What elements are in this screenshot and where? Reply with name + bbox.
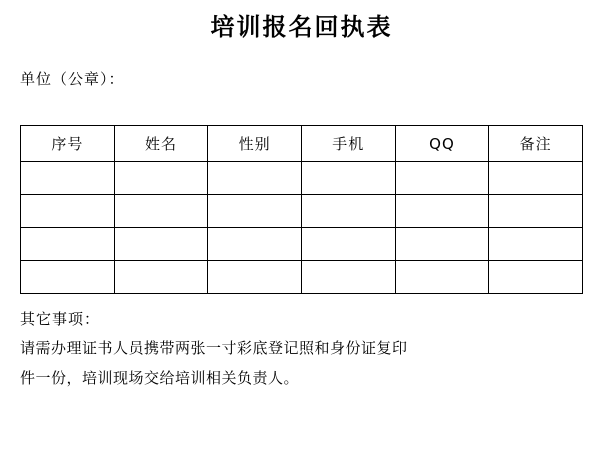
cell-qq[interactable] — [395, 195, 489, 228]
column-header-index: 序号 — [21, 126, 115, 162]
cell-qq[interactable] — [395, 228, 489, 261]
cell-index[interactable] — [21, 228, 115, 261]
cell-name[interactable] — [114, 195, 208, 228]
table-row — [21, 261, 583, 294]
unit-seal-line: 单位（公章）： — [20, 70, 125, 88]
notes-label: 其它事项： — [20, 310, 101, 328]
column-header-qq: QQ — [395, 126, 489, 162]
column-header-remark: 备注 — [489, 126, 583, 162]
notes-line-1: 请需办理证书人员携带两张一寸彩底登记照和身份证复印 — [20, 339, 408, 357]
cell-index[interactable] — [21, 195, 115, 228]
cell-gender[interactable] — [208, 261, 302, 294]
cell-index[interactable] — [21, 261, 115, 294]
cell-name[interactable] — [114, 261, 208, 294]
table-row — [21, 162, 583, 195]
table-body — [21, 162, 583, 294]
table-header-row — [21, 126, 583, 162]
cell-qq[interactable] — [395, 261, 489, 294]
cell-remark[interactable] — [489, 261, 583, 294]
table-row — [21, 228, 583, 261]
cell-gender[interactable] — [208, 162, 302, 195]
cell-mobile[interactable] — [301, 228, 395, 261]
cell-gender[interactable] — [208, 228, 302, 261]
table-header — [21, 126, 583, 162]
cell-remark[interactable] — [489, 162, 583, 195]
table-row — [21, 195, 583, 228]
cell-index[interactable] — [21, 162, 115, 195]
cell-name[interactable] — [114, 162, 208, 195]
cell-remark[interactable] — [489, 195, 583, 228]
document-page — [0, 10, 603, 456]
cell-mobile[interactable] — [301, 261, 395, 294]
cell-qq[interactable] — [395, 162, 489, 195]
cell-gender[interactable] — [208, 195, 302, 228]
cell-remark[interactable] — [489, 228, 583, 261]
signup-table-container — [0, 125, 603, 294]
column-header-name: 姓名 — [114, 126, 208, 162]
cell-mobile[interactable] — [301, 162, 395, 195]
notes-line-2: 件一份，培训现场交给培训相关负责人。 — [20, 369, 300, 387]
cell-name[interactable] — [114, 228, 208, 261]
column-header-mobile: 手机 — [301, 126, 395, 162]
page-title: 培训报名回执表 — [210, 12, 393, 41]
cell-mobile[interactable] — [301, 195, 395, 228]
signup-table — [20, 125, 583, 294]
column-header-gender: 性别 — [208, 126, 302, 162]
notes-section — [0, 306, 603, 392]
